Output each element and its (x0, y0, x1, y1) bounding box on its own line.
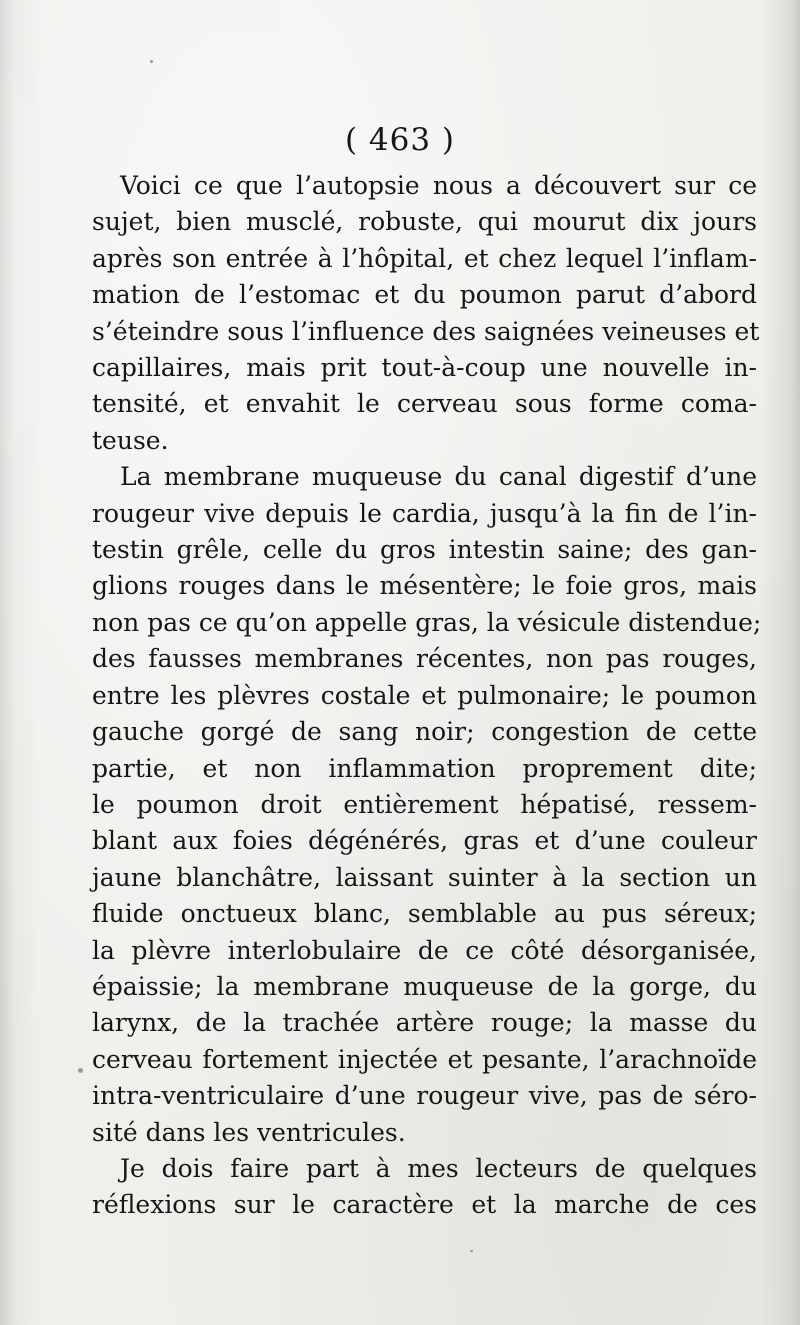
text-line: réflexions sur le caractère et la marche de ces (92, 1190, 757, 1220)
body-text (92, 168, 762, 1224)
text-line: s’éteindre sous l’influence des saignées veineuses et (92, 316, 760, 346)
text-line: larynx, de la trachée artère rouge; la masse du (92, 1008, 757, 1038)
text-line: Voici ce que l’autopsie nous a découvert sur ce (120, 171, 757, 200)
ink-speck (470, 1250, 473, 1252)
text-line: sité dans les ventricules. (92, 1117, 406, 1147)
ink-speck (78, 1068, 83, 1073)
text-line: cerveau fortement injectée et pesante, l’arachnoïde (92, 1044, 757, 1074)
text-line: blant aux foies dégénérés, gras et d’une couleur (92, 826, 757, 856)
text-line: rougeur vive depuis le cardia, jusqu’à la fin de l’in- (92, 498, 757, 528)
paragraph (92, 1151, 757, 1224)
text-line: après son entrée à l’hôpital, et chez lequel l’inflam- (92, 243, 757, 273)
text-line: entre les plèvres costale et pulmonaire; le poumon (92, 680, 757, 710)
text-line: tensité, et envahit le cerveau sous forme coma- (92, 389, 757, 419)
text-line: la plèvre interlobulaire de ce côté désorganisée, (92, 935, 757, 965)
text-line: testin grêle, celle du gros intestin saine; des gan- (92, 535, 757, 565)
text-line: La membrane muqueuse du canal digestif d’une (120, 462, 757, 492)
text-line: le poumon droit entièrement hépatisé, ressem- (92, 789, 757, 819)
text-line: gauche gorgé de sang noir; congestion de cette (92, 717, 757, 747)
text-line: jaune blanchâtre, laissant suinter à la section un (92, 862, 757, 892)
text-line: épaissie; la membrane muqueuse de la gorge, du (92, 971, 757, 1001)
text-line: capillaires, mais prit tout-à-coup une nouvelle in- (92, 353, 757, 383)
paragraph (92, 459, 762, 1151)
ink-speck (150, 60, 153, 63)
text-line: fluide onctueux blanc, semblable au pus séreux; (92, 899, 757, 929)
text-line: partie, et non inflammation proprement dite; (92, 753, 757, 783)
text-line: des fausses membranes récentes, non pas rouges, (92, 644, 757, 674)
page-number: ( 463 ) (344, 122, 456, 158)
paragraph (92, 168, 760, 459)
text-line: sujet, bien musclé, robuste, qui mourut dix jours (92, 207, 757, 237)
text-line: non pas ce qu’on appelle gras, la vésicule distendue; (92, 607, 762, 637)
text-line: Je dois faire part à mes lecteurs de quelques (120, 1153, 757, 1183)
text-line: intra-ventriculaire d’une rougeur vive, pas de séro- (92, 1081, 757, 1111)
text-line: glions rouges dans le mésentère; le foie gros, mais (92, 571, 757, 601)
text-line: mation de l’estomac et du poumon parut d’abord (92, 280, 757, 310)
text-line: teuse. (92, 425, 169, 455)
